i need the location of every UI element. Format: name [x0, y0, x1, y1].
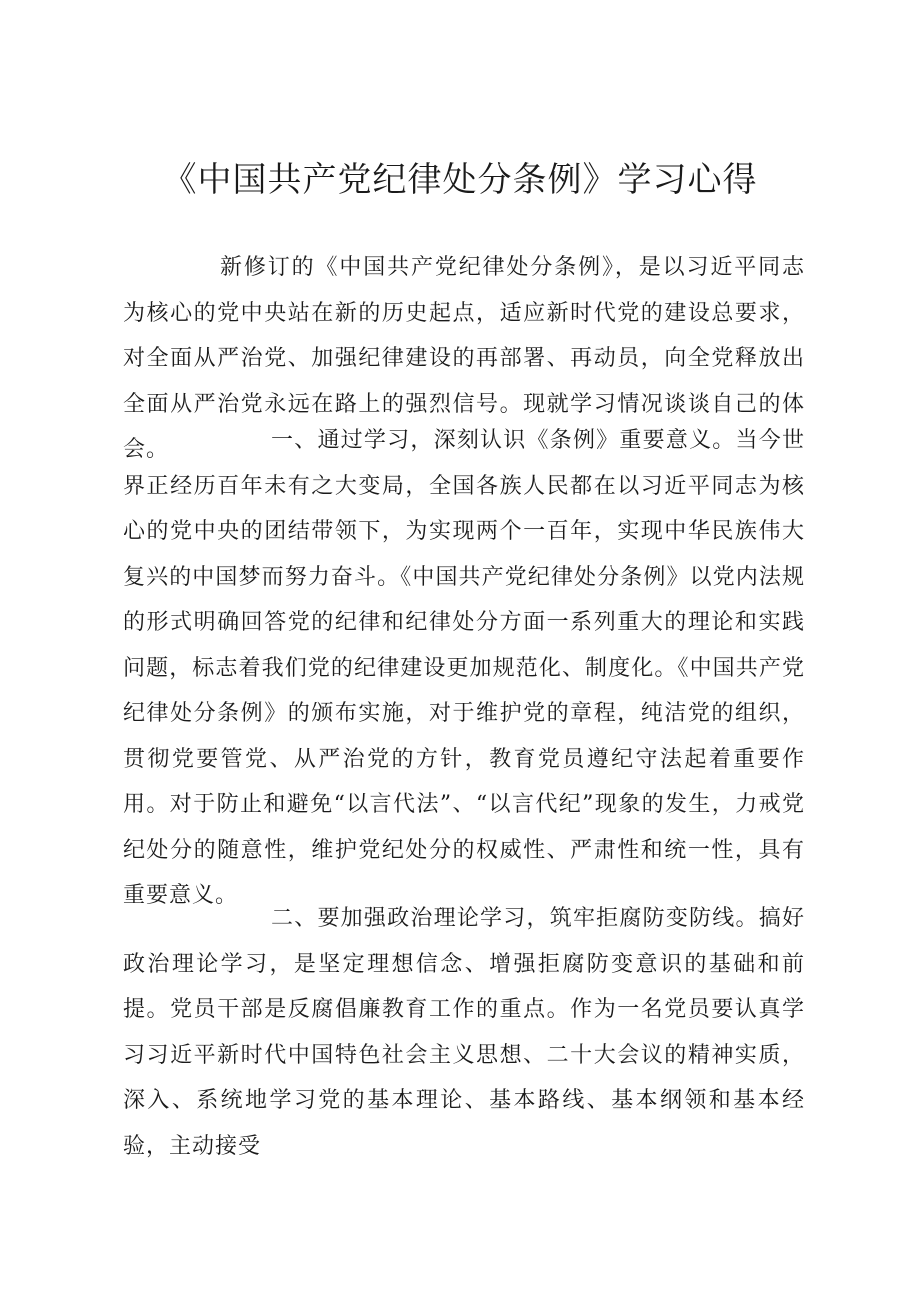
- paragraph-section-one: 一、通过学习，深刻认识《条例》重要意义。当今世界正经历百年未有之大变局，全国各族人民都在以习近平同志为核心的党中央的团结带领下，为实现两个一百年，实现中华民族伟大复兴的中国梦而努力奋斗。《中国共产党纪律处分条例》以党内法规的形式明确回答党的纪律和纪律处分方面一系列重大的理论和实践问题，标志着我们党的纪律建设更加规范化、制度化。《中国共产党纪律处分条例》的颁布实施，对于维护党的章程，纯洁党的组织，贯彻党要管党、从严治党的方针，教育党员遵纪守法起着重要作用。对于防止和避免“以言代法”、“以言代纪”现象的发生，力戒党纪处分的随意性，维护党纪处分的权威性、严肃性和统一性，具有重要意义。: [123, 428, 805, 908]
- paragraph-intro: 新修订的《中国共产党纪律处分条例》，是以习近平同志为核心的党中央站在新的历史起点，适应新时代党的建设总要求，对全面从严治党、加强纪律建设的再部署、再动员，向全党释放出全面从严治党永远在路上的强烈信号。现就学习情况谈谈自己的体会。: [123, 255, 805, 462]
- document-title: 《中国共产党纪律处分条例》学习心得: [162, 160, 758, 200]
- paragraph-section-two: 二、要加强政治理论学习，筑牢拒腐防变防线。搞好政治理论学习，是坚定理想信念、增强拒腐防变意识的基础和前提。党员干部是反腐倡廉教育工作的重点。作为一名党员要认真学习习近平新时代中国特色社会主义思想、二十大会议的精神实质，深入、系统地学习党的基本理论、基本路线、基本纲领和基本经验，主动接受: [123, 906, 805, 1159]
